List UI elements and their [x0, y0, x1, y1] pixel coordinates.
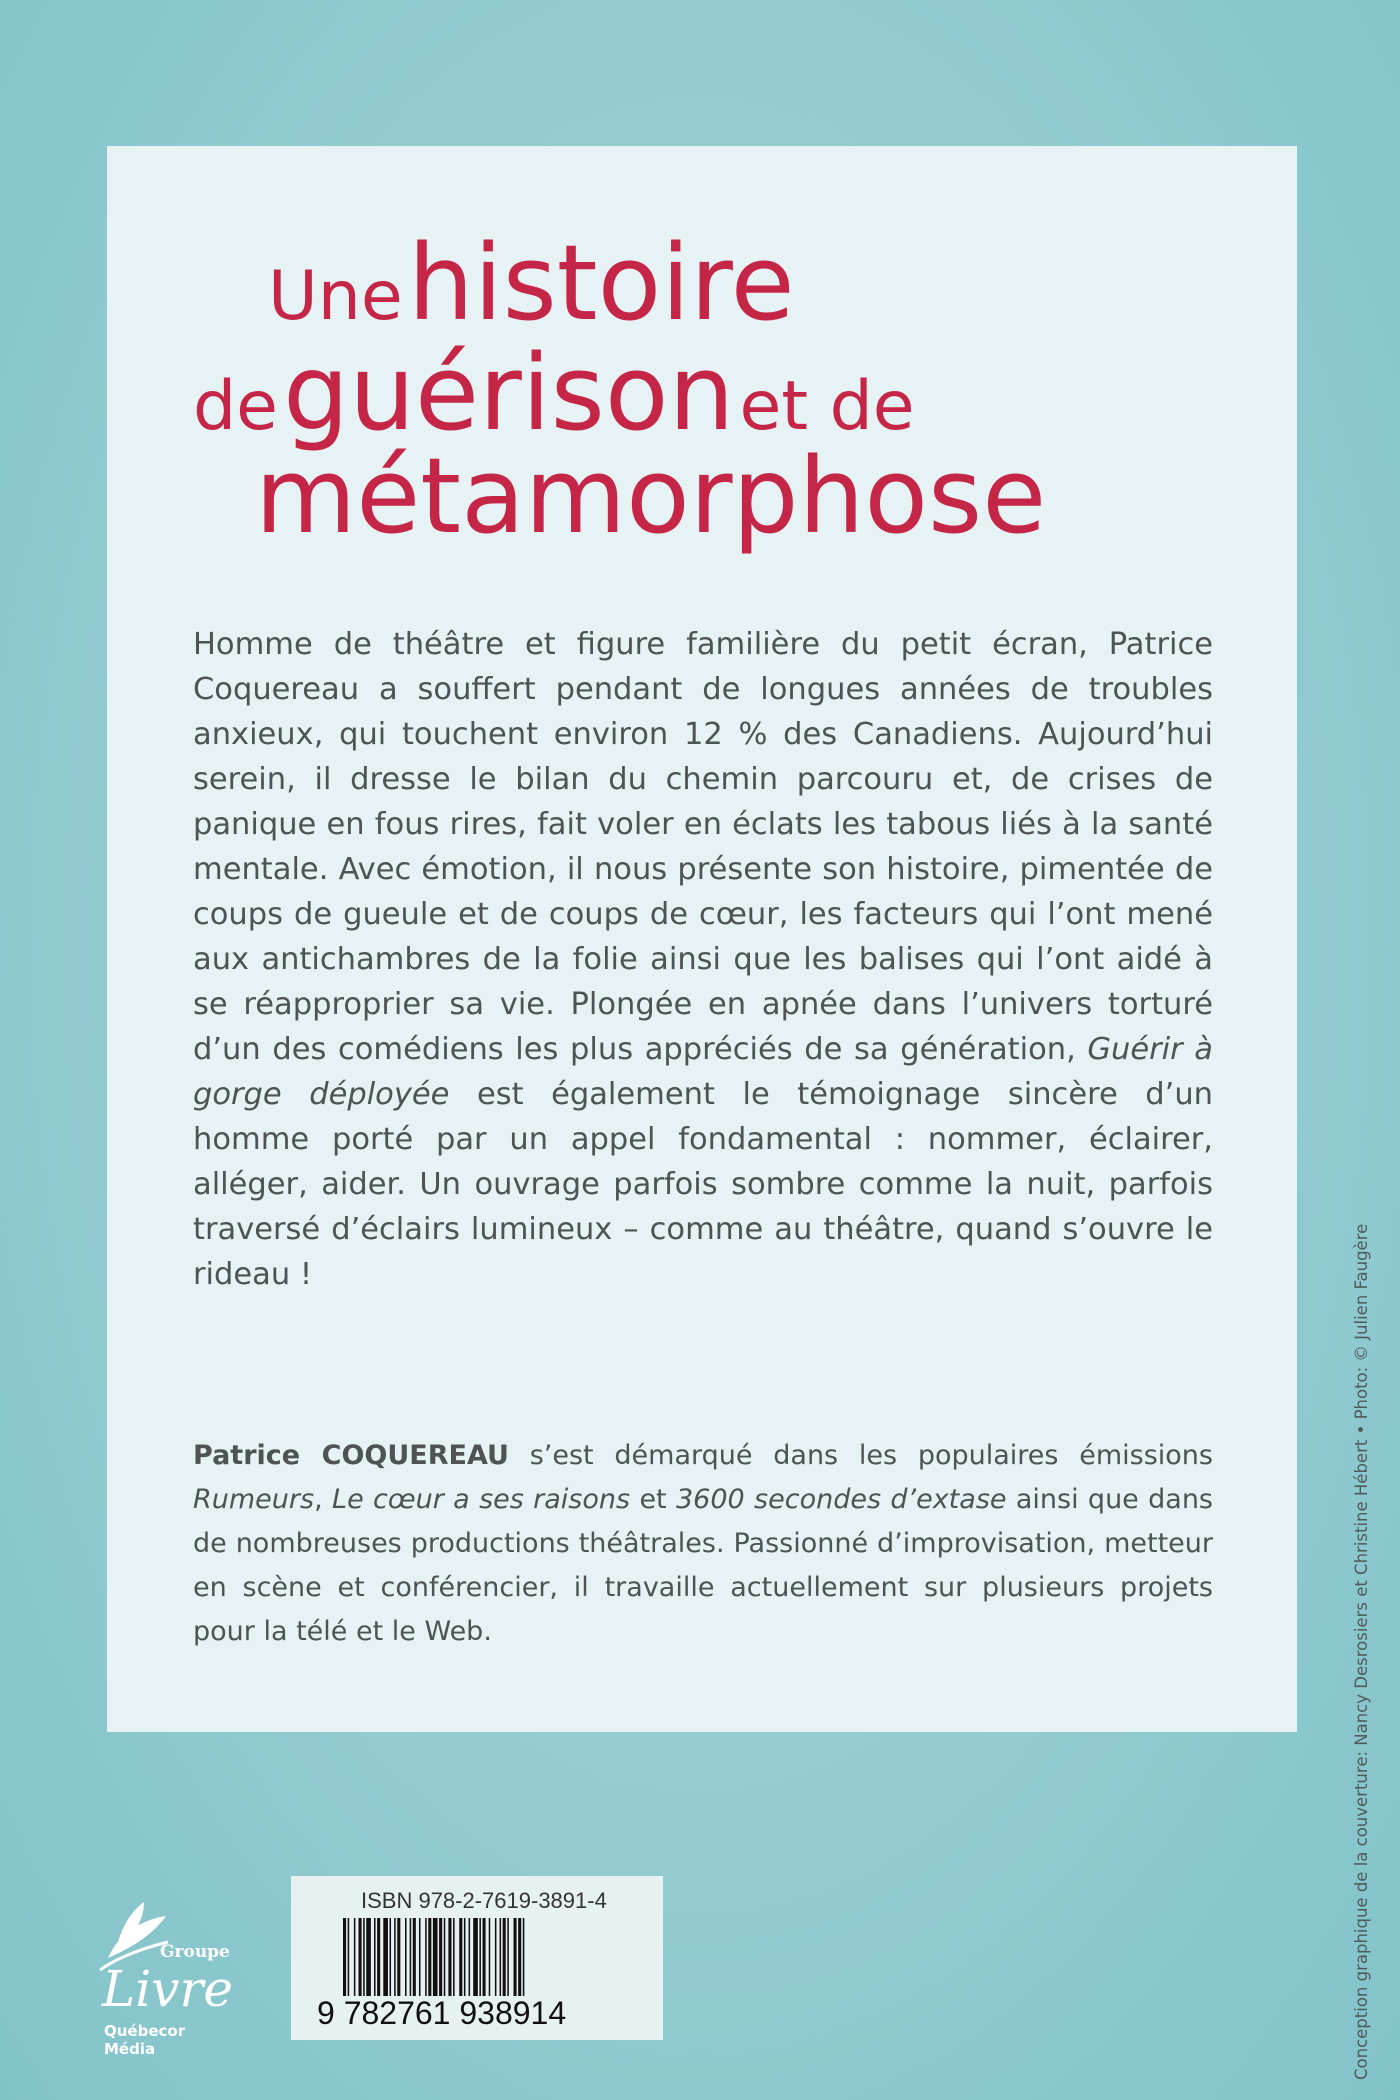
- title-word-de: de: [193, 367, 278, 446]
- barcode-bar: [483, 1918, 486, 1996]
- barcode-bar: [428, 1918, 431, 1996]
- isbn-barcode-box: [291, 1876, 663, 2040]
- barcode-bar: [377, 1918, 380, 1996]
- book-description: [193, 622, 1213, 1297]
- barcode-bar: [343, 1918, 346, 1996]
- barcode-bar: [444, 1918, 446, 1996]
- barcode-bar: [514, 1918, 517, 1996]
- isbn-number: ISBN 978-2-7619-3891-4: [361, 1888, 607, 1913]
- barcode-bar: [464, 1918, 466, 1996]
- barcode-bar: [413, 1918, 416, 1996]
- title-word-et-de: et de: [739, 367, 915, 446]
- barcode-bar: [383, 1918, 388, 1996]
- barcode-bar: [410, 1918, 412, 1996]
- barcode-bar: [390, 1918, 392, 1996]
- show-title-2: Le cœur a ses raisons: [332, 1484, 631, 1515]
- barcode-bar: [354, 1918, 356, 1996]
- barcode-bar: [500, 1918, 502, 1996]
- barcode-bar: [448, 1918, 451, 1996]
- logo-quebecor: Québecor Média: [104, 2022, 186, 2058]
- barcode-bar: [495, 1918, 497, 1996]
- barcode-bar: [419, 1918, 421, 1996]
- show-title-3: 3600 secondes d’extase: [676, 1484, 1007, 1515]
- barcode-digits: 9 782761 938914: [317, 1995, 567, 2031]
- barcode-bar: [469, 1918, 471, 1996]
- barcode-bar: [473, 1918, 478, 1996]
- bio-and: et: [639, 1484, 667, 1515]
- barcode-bar: [439, 1918, 442, 1996]
- design-credit: Conception graphique de la couverture: Nancy Desrosiers et Christine Hébert • Photo: © Julien Faugère: [1352, 1223, 1371, 2080]
- author-bio: [193, 1434, 1213, 1654]
- book-title-italic: Guérir à gorge déployée: [193, 1032, 1213, 1112]
- barcode-bar: [433, 1918, 438, 1996]
- author-name: Patrice COQUEREAU: [193, 1440, 509, 1471]
- barcode-bar: [359, 1918, 362, 1996]
- barcode-bar: [523, 1918, 525, 1996]
- text-panel: [107, 146, 1297, 1732]
- title-word-histoire: histoire: [407, 222, 795, 344]
- title-word-metamorphose: métamorphose: [255, 435, 1047, 557]
- barcode-bar: [459, 1918, 462, 1996]
- barcode-bar: [425, 1918, 427, 1996]
- barcode: [315, 1914, 645, 2034]
- barcode-bar: [405, 1918, 407, 1996]
- barcode-bar: [453, 1918, 455, 1996]
- barcode-bar: [503, 1918, 506, 1996]
- barcode-bar: [374, 1918, 376, 1996]
- barcode-bar: [363, 1918, 365, 1996]
- title-word-guerison: guérison: [283, 332, 735, 454]
- logo-groupe: Groupe: [160, 1942, 230, 1962]
- publisher-logo: [78, 1880, 238, 2060]
- barcode-bar: [394, 1918, 396, 1996]
- barcode-bar: [366, 1918, 371, 1996]
- logo-livre: Livre: [102, 1960, 233, 2018]
- bio-separator: ,: [314, 1484, 323, 1515]
- barcode-bar: [518, 1918, 521, 1996]
- barcode-bar: [507, 1918, 509, 1996]
- description-part-1: Homme de théâtre et figure familière du petit écran, Patrice Coquereau a souffert pendant de longues années de troubles anxieux, qui touchent environ 12 % des Canadiens. Aujourd’hui serein, il dresse le bilan du chemin parcouru et, de crises de panique en fous rires, fait voler en éclats les tabous liés à la santé mentale. Avec émotion, il nous présente son histoire, pimentée de coups de gueule et de coups de cœur, les facteurs qui l’ont mené aux antichambres de la folie ainsi que les balises qui l’ont aidé à se réapproprier sa vie. Plongée en apnée dans l’univers torturé d’un des comédiens les plus appréciés de sa génération,: [193, 627, 1213, 1067]
- barcode-bar: [397, 1918, 400, 1996]
- show-title-1: Rumeurs: [193, 1484, 315, 1515]
- title-word-une: Une: [268, 257, 403, 336]
- barcode-bar: [479, 1918, 481, 1996]
- barcode-bar: [348, 1918, 350, 1996]
- barcode-bar: [489, 1918, 491, 1996]
- bio-text-1: s’est démarqué dans les populaires émissions: [529, 1440, 1213, 1471]
- bio-text-2: ainsi que dans de nombreuses productions théâtrales. Passionné d’improvisation, metteur en scène et conférencier, il travaille actuellement sur plusieurs projets pour la télé et le Web.: [193, 1484, 1214, 1647]
- description-part-2: est également le témoignage sincère d’un homme porté par un appel fondamental : nommer, éclairer, alléger, aider. Un ouvrage parfois sombre comme la nuit, parfois traversé d’éclairs lumineux – comme au théâtre, quand s’ouvre le rideau !: [193, 1077, 1213, 1292]
